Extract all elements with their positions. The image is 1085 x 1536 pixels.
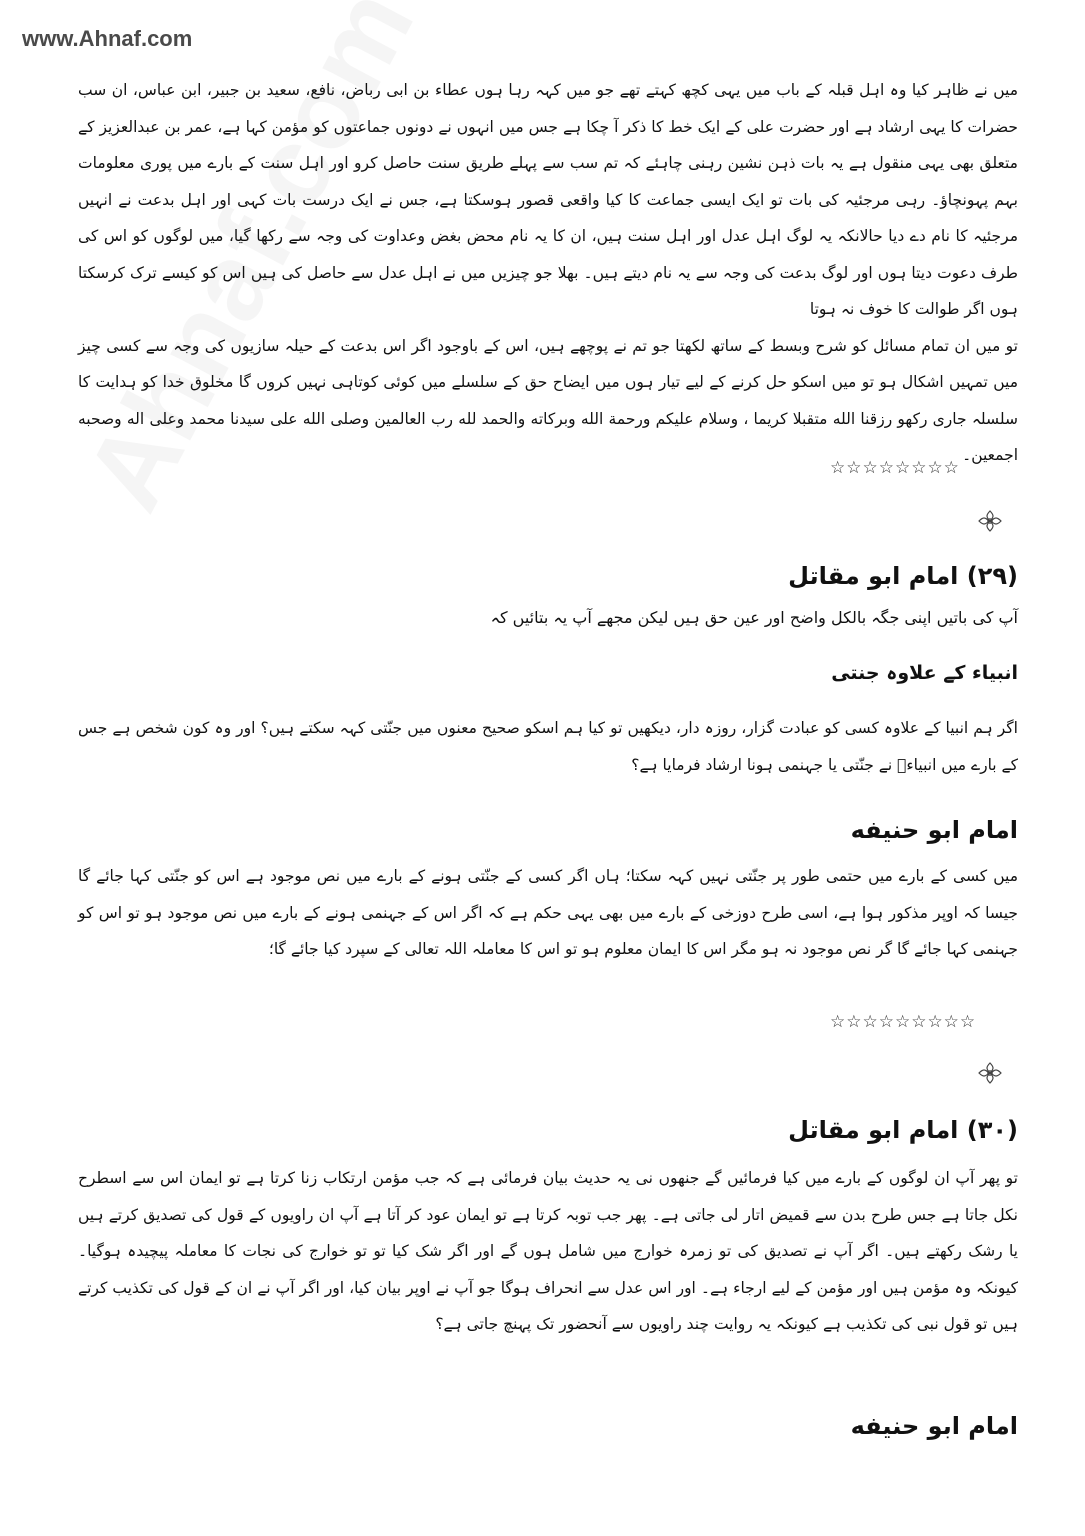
ornament-icon (976, 508, 1004, 534)
closing-paragraph: تو میں ان تمام مسائل کو شرح وبسط کے ساتھ لکھتا جو تم نے پوچھے ہیں، اس کے باوجود اگر اس بدعت کے حیلہ سازیوں کی وجہ سے کسی چیز میں تمہیں اشکال ہو تو میں اسکو حل کرنے کے لیے تیار ہوں میں ایضاح حق کے سلسلے میں کوئی کوتاہی نہیں کروں گا مخلوق خدا کو ہدایت کا سلسلہ جاری رکھو رزقنا الله متقبلا کریما ، وسلام عليكم ورحمة الله وبركاته والحمد لله رب العالمين وصلى الله على سيدنا محمد وعلى اله وصحبه اجمعين۔ (78, 336, 1018, 464)
ornament-icon-2 (976, 1060, 1004, 1086)
section-30-heading: (۳۰) امام ابو مقاتل (788, 1116, 1018, 1144)
site-url: www.Ahnaf.com (22, 26, 193, 51)
intro-paragraph: میں نے ظاہر کیا وہ اہل قبلہ کے باب میں یہی کچھ کہتے تھے جو میں کہہ رہا ہوں عطاء بن ابی رباض، نافع، سعید بن جبیر، ابن عباس، ان سب حضرات کا یہی ارشاد ہے اور حضرت علی کے ایک خط کا ذکر آ چکا ہے جس میں انہوں نے دونوں جماعتوں کو مؤمن کہا ہے، عمر بن عبدالعزیز کے متعلق بھی یہی منقول ہے یہ بات ذہن نشین رہنی چاہئے کہ تم سب سے پہلے طریق سنت حاصل کرو اور اہل سنت کے بارے میں پوری معلومات بہم پہونچاؤ۔ رہی مرجئیہ کی بات تو ایک ایسی جماعت کا کیا واقعی قصور ہوسکتا ہے، جس نے ایک درست بات کہی اور اہل بدعت نے انہیں مرجئیہ کا نام دے دیا حالانکہ یہ لوگ اہل عدل اور اہل سنت ہیں، ان کا یہ نام محض بغض وعداوت کی وجہ سے رکھا گیا، میں لوگوں کو اس کی طرف دعوت دیتا ہوں اور لوگ بدعت کی وجہ سے یہ نام دیتے ہیں۔ بھلا جو چیزیں میں نے اہل عدل سے حاصل کی ہیں اس کو کیسے ترک کرسکتا ہوں اگر طوالت کا خوف نہ ہوتا (78, 81, 1018, 318)
section-29-heading: (۲۹) امام ابو مقاتل (788, 562, 1018, 590)
section-30-body-block (78, 1160, 1018, 1343)
section-29-intro: آپ کی باتیں اپنی جگہ بالکل واضح اور عین حق ہیں لیکن مجھے آپ یہ بتائیں کہ (490, 608, 1018, 627)
section-30-body: تو پھر آپ ان لوگوں کے بارے میں کیا فرمائیں گے جنھوں نی یہ حدیث بیان فرمائی ہے کہ جب مؤمن ارتکاب زنا کرتا ہے تو ایمان اس سے اسطرح نکل جاتا ہے جس طرح بدن سے قمیض اتار لی جاتی ہے۔ پھر جب توبہ کرتا ہے تو ایمان عود کر آتا ہے آپ ان راویوں کے قول کی تصدیق کرتے ہیں یا رشک رکھتے ہیں۔ اگر آپ نے تصدیق کی تو زمرہ خوارج میں شامل ہوں گے اور اگر شک کیا تو تو خوارج کی نجات کا معاملہ پیچیدہ ہوگیا۔ کیونکہ وہ مؤمن ہیں اور مؤمن کے لیے ارجاء ہے۔ اور اس عدل سے انحراف ہوگا جو آپ نے اوپر بیان کیا، اور اگر آپ نے ان کے قول کی تکذیب کرتے ہیں تو قول نبی کی تکذیب ہے کیونکہ یہ روایت چند راویوں سے آنحضور تک پہنچ جاتی ہے؟ (78, 1169, 1018, 1333)
section-29-answer: میں کسی کے بارے میں حتمی طور پر جنّتی نہیں کہہ سکتا؛ ہاں اگر کسی کے جنّتی ہونے کے بارے میں نص موجود ہے اس کو جنّتی کہا جائے گا جیسا کہ اوپر مذکور ہوا ہے، اسی طرح دوزخی کے بارے میں بھی یہی حکم ہے کہ اگر اس کے جہنمی ہونے کے بارے میں نص موجود ہو تو اس کو جہنمی کہا جائے گا گر نص موجود نہ ہو مگر اس کا ایمان معلوم ہو تو اس کا معاملہ اللہ تعالی کے سپرد کیا جائے گا؛ (78, 867, 1018, 958)
star-divider: ☆☆☆☆☆☆☆☆ (830, 458, 960, 478)
section-29-question-block (78, 710, 1018, 783)
section-29-question: اگر ہم انبیا کے علاوہ کسی کو عبادت گزار، روزہ دار، دیکھیں تو کیا ہم اسکو صحیح معنوں میں جنّتی کہہ سکتے ہیں؟ اور وہ کون شخص ہے جس کے بارے میں انبیاءؑ نے جنّتی یا جہنمی ہونا ارشاد فرمایا ہے؟ (78, 719, 1018, 774)
section-30-answer-heading: امام ابو حنیفه (850, 1412, 1018, 1440)
section-29-answer-heading: امام ابو حنیفه (850, 816, 1018, 844)
star-divider-2: ☆☆☆☆☆☆☆☆☆ (830, 1012, 977, 1032)
section-29-answer-block (78, 858, 1018, 968)
intro-block (78, 72, 1018, 474)
section-29-subheading: انبیاء کے علاوہ جنتی (831, 662, 1018, 684)
